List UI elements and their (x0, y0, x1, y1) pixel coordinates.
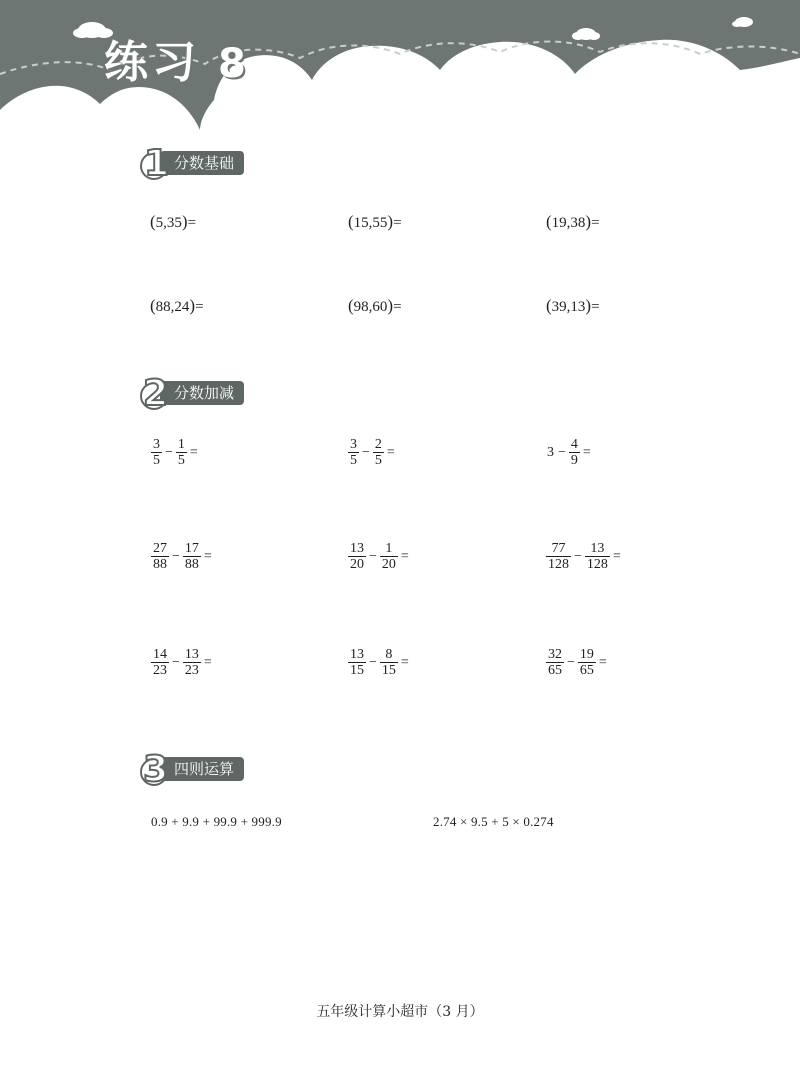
fraction-problem-5: $\frac{13}{20}$ − $\frac{1}{20}$ = (350, 541, 409, 572)
section-number: 3 (143, 749, 169, 790)
fraction-problem-4: $\frac{27}{88}$ − $\frac{17}{88}$ = (153, 541, 212, 572)
section-number: 1 (144, 143, 170, 184)
page-title-text: 练习 (104, 37, 200, 88)
gcd-problem-3: (19,38)= (546, 212, 600, 231)
section-title: 分数基础 (160, 151, 244, 175)
fraction-problem-8: $\frac{13}{15}$ − $\frac{8}{15}$ = (350, 647, 409, 678)
page-title-number: 8 (218, 41, 246, 87)
fraction-problem-7: $\frac{14}{23}$ − $\frac{13}{23}$ = (153, 647, 212, 678)
gcd-problem-5: (98,60)= (348, 296, 402, 315)
section-title: 四则运算 (160, 757, 244, 781)
gcd-problem-6: (39,13)= (546, 296, 600, 315)
gcd-problem-1: (5,35)= (150, 212, 197, 231)
fraction-problem-1: $\frac{3}{5}$ − $\frac{1}{5}$ = (153, 437, 198, 468)
page-title (104, 26, 246, 90)
gcd-problem-2: (15,55)= (348, 212, 402, 231)
gcd-problem-4: (88,24)= (150, 296, 204, 315)
fraction-problem-9: $\frac{32}{65}$ − $\frac{19}{65}$ = (548, 647, 607, 678)
fraction-problem-6: $\frac{77}{128}$ − $\frac{13}{128}$ = (548, 541, 621, 572)
mixed-operation-problem-2: 2.74 × 9.5 + 5 × 0.274 (433, 814, 554, 829)
mixed-operation-problem-1: 0.9 + 9.9 + 99.9 + 999.9 (151, 814, 282, 829)
section-title: 分数加减 (160, 381, 244, 405)
page-footer: 五年级计算小超市（3 月） (316, 1004, 484, 1020)
fraction-problem-3: 3 − $\frac{4}{9}$ = (547, 437, 591, 468)
section-number: 2 (143, 373, 169, 414)
header-banner (0, 0, 800, 130)
fraction-problem-2: $\frac{3}{5}$ − $\frac{2}{5}$ = (350, 437, 395, 468)
